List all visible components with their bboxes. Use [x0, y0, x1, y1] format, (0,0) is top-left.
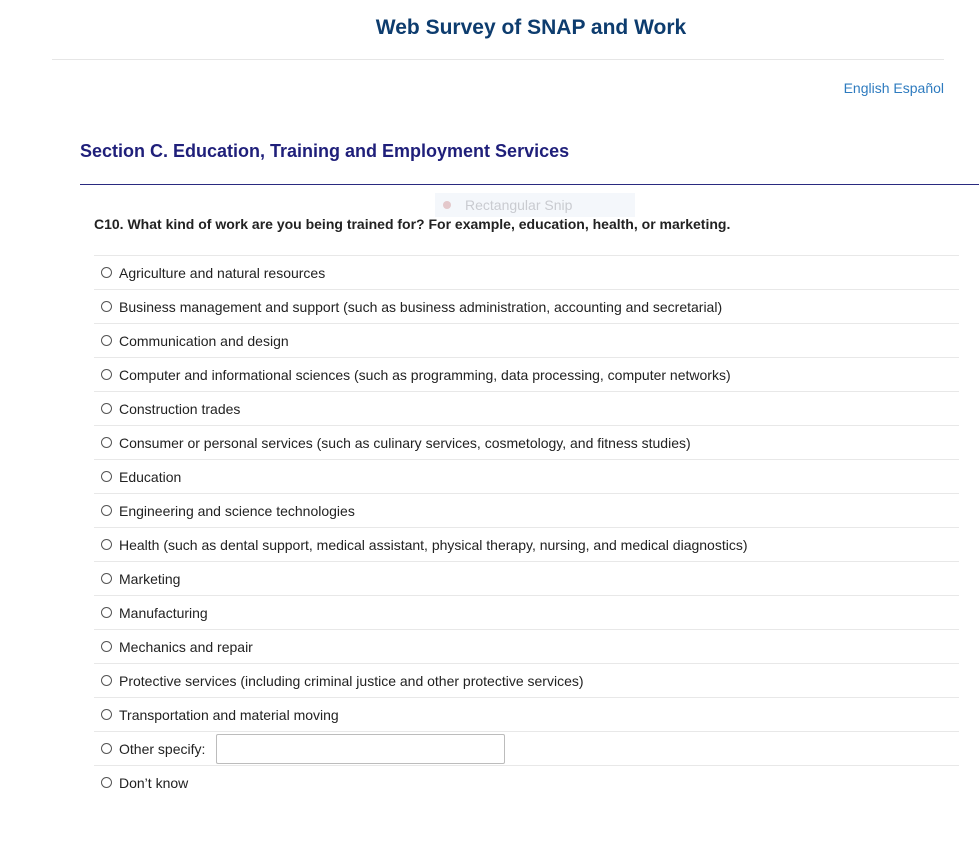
radio-button[interactable]	[101, 743, 112, 754]
option-protective-services[interactable]	[94, 663, 959, 697]
radio-button[interactable]	[101, 335, 112, 346]
title-divider	[52, 59, 944, 60]
survey-title: Web Survey of SNAP and Work	[375, 16, 687, 39]
option-marketing[interactable]	[94, 561, 959, 595]
option-label: Health (such as dental support, medical assistant, physical therapy, nursing, and medical diagnostics)	[119, 536, 748, 553]
radio-button[interactable]	[101, 539, 112, 550]
option-computer-sciences[interactable]	[94, 357, 959, 391]
snip-overlay-label: Rectangular Snip	[465, 197, 573, 213]
option-label: Consumer or personal services (such as culinary services, cosmetology, and fitness studies)	[119, 434, 691, 451]
radio-button[interactable]	[101, 607, 112, 618]
radio-button[interactable]	[101, 573, 112, 584]
radio-button[interactable]	[101, 505, 112, 516]
radio-button[interactable]	[101, 369, 112, 380]
radio-button[interactable]	[101, 675, 112, 686]
option-label: Construction trades	[119, 400, 241, 417]
option-agriculture[interactable]	[94, 255, 959, 289]
option-education[interactable]	[94, 459, 959, 493]
option-label: Manufacturing	[119, 604, 208, 621]
radio-button[interactable]	[101, 641, 112, 652]
option-label: Communication and design	[119, 332, 289, 349]
option-label: Agriculture and natural resources	[119, 264, 326, 281]
language-switcher	[844, 80, 944, 96]
radio-button[interactable]	[101, 777, 112, 788]
option-label: Computer and informational sciences (such as programming, data processing, computer networks)	[119, 366, 731, 383]
option-consumer-services[interactable]	[94, 425, 959, 459]
option-other-specify[interactable]	[94, 731, 959, 765]
question-text: C10. What kind of work are you being trained for? For example, education, health, or marketing.	[94, 216, 731, 232]
option-health[interactable]	[94, 527, 959, 561]
radio-button[interactable]	[101, 267, 112, 278]
option-manufacturing[interactable]	[94, 595, 959, 629]
radio-button[interactable]	[101, 471, 112, 482]
option-label: Don’t know	[119, 774, 189, 791]
option-label: Mechanics and repair	[119, 638, 253, 655]
radio-button[interactable]	[101, 301, 112, 312]
other-specify-input[interactable]	[216, 734, 505, 764]
radio-button[interactable]	[101, 437, 112, 448]
answer-options	[94, 255, 959, 799]
section-title: Section C. Education, Training and Employment Services	[80, 141, 570, 161]
option-engineering[interactable]	[94, 493, 959, 527]
option-label: Engineering and science technologies	[119, 502, 355, 519]
option-dont-know[interactable]	[94, 765, 959, 799]
option-label: Other specify:	[119, 740, 206, 757]
radio-button[interactable]	[101, 403, 112, 414]
option-mechanics[interactable]	[94, 629, 959, 663]
section-divider	[80, 184, 979, 185]
option-label: Marketing	[119, 570, 181, 587]
option-label: Transportation and material moving	[119, 706, 339, 723]
english-link[interactable]: English	[843, 80, 890, 96]
option-label: Business management and support (such as business administration, accounting and secretarial)	[119, 298, 723, 315]
record-dot-icon	[443, 201, 451, 209]
snip-tool-overlay	[435, 193, 635, 217]
option-communication-design[interactable]	[94, 323, 959, 357]
espanol-link[interactable]: Español	[893, 80, 944, 96]
option-transportation[interactable]	[94, 697, 959, 731]
option-business-management[interactable]	[94, 289, 959, 323]
option-label: Education	[119, 468, 182, 485]
radio-button[interactable]	[101, 709, 112, 720]
option-construction[interactable]	[94, 391, 959, 425]
option-label: Protective services (including criminal justice and other protective services)	[119, 672, 584, 689]
